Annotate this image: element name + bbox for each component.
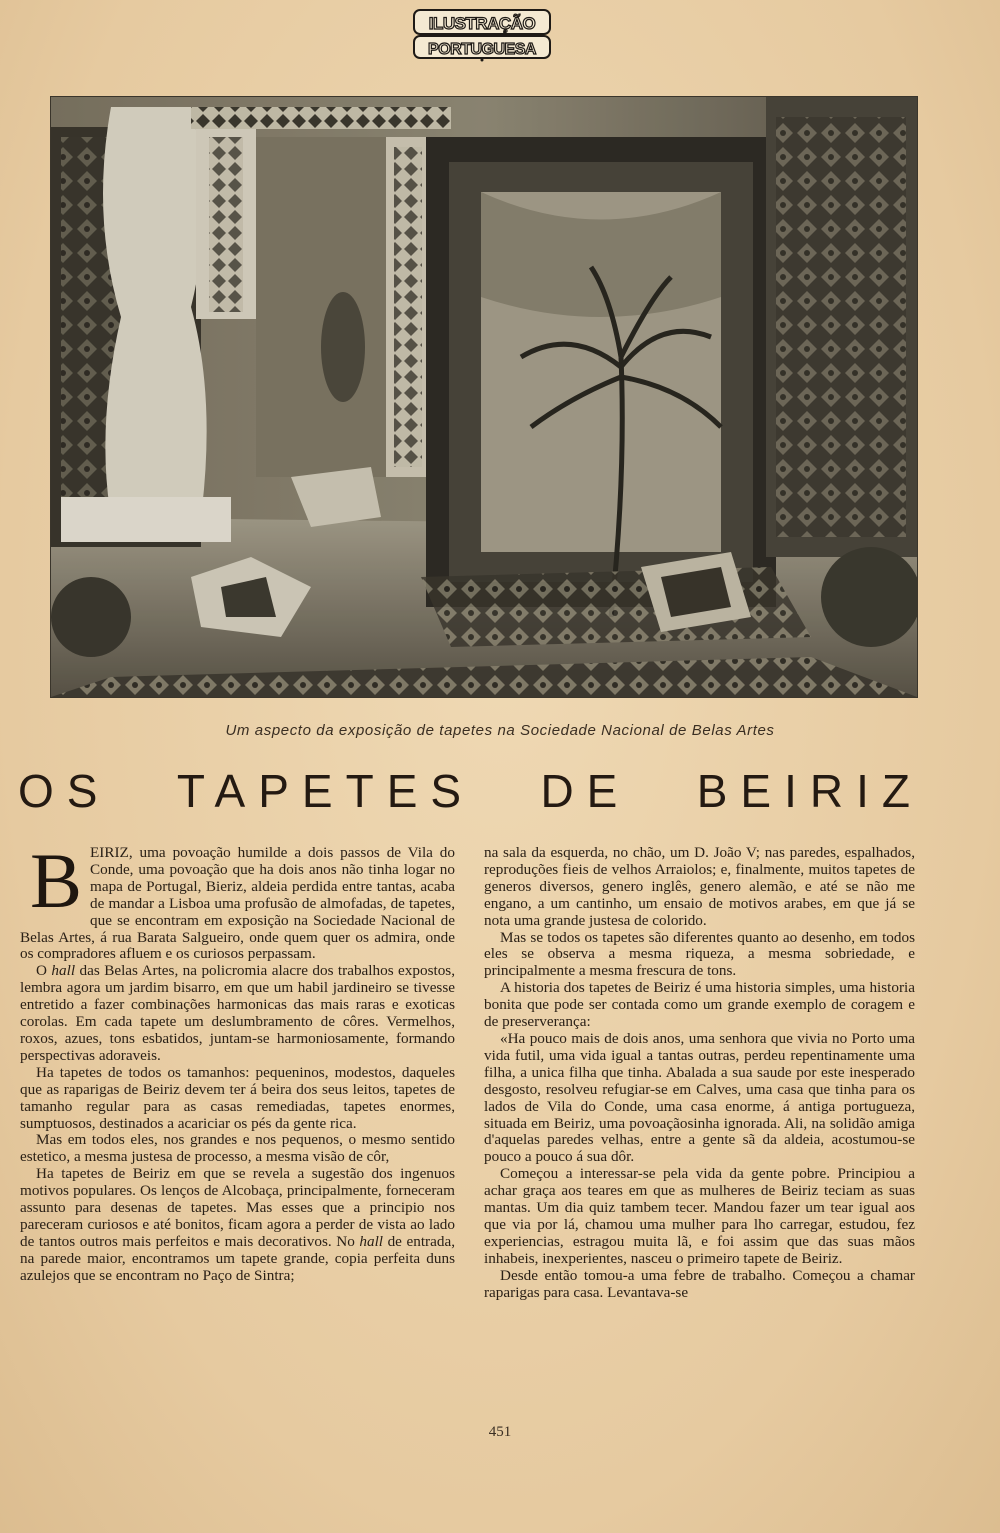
paragraph — [20, 963, 455, 1064]
article-column-left — [20, 837, 456, 1285]
masthead-logo-icon — [412, 8, 552, 62]
paragraph — [20, 837, 455, 963]
photograph-icon — [51, 97, 917, 697]
page-number: 451 — [488, 1424, 512, 1440]
paragraph-text: Ha tapetes de Beiriz em que se revela a sugestão dos ingenuos motivos populares. Os lenços de Alcobaça, principalmente, forneceram assunto para desenas de tapetes. Mas esses que a principio nos pareceram curiosos e até bonitos, ficam agora a perder de vista ao lado de tantos outros mais perfeitos e mais decorativos. No — [20, 1165, 455, 1250]
drop-cap: B — [30, 837, 83, 924]
masthead-line1: ILUSTRAÇÃO — [428, 14, 536, 33]
paragraph: Ha tapetes de todos os tamanhos: pequeninos, modestos, daqueles que as raparigas de Beiriz devem ter á beira dos seus leitos, tapetes de tamanho regular para as casas remediadas, tapetes enormes, sumptuosos, destinados a acariciar os pés da gente rica. — [20, 1063, 455, 1132]
masthead-logo — [412, 8, 552, 62]
title-word: DE — [540, 765, 631, 817]
article-title — [18, 764, 923, 818]
paragraph: na sala da esquerda, no chão, um D. João V; nas paredes, espalhados, reproduções fieis de velhos Arraiolos; e, finalmente, muitos tapetes de generos diversos, genero inglês, genero alemão, e até se não me engano, a um cantinho, um ensaio de motivos arabes, em que já se nota uma grande justesa de colorido. — [484, 844, 915, 929]
exhibition-photograph — [50, 96, 918, 698]
italic-word: hall — [359, 1232, 384, 1250]
title-word: BEIRIZ — [696, 765, 923, 817]
title-word: OS — [18, 765, 111, 817]
paragraph: «Ha pouco mais de dois anos, uma senhora que vivia no Porto uma vida futil, uma vida igual a tantas outras, perdeu repentinamente uma filha, a unica filha que tinha. Abalada a sua saude por este inesperado desgosto, resolveu refugiar-se em Calves, uma casa que tinha para os lados de Vila do Conde, uma casa enorme, á antiga portugueza, situada em Beiriz, uma povoaçãosinha ignorada. Ali, na solidão amiga d'aquelas paredes velhas, entre a gente sã da aldeia, acostumou-se pouco a pouco á sua dôr. — [484, 1029, 915, 1166]
paragraph — [20, 1166, 455, 1284]
photo-caption: Um aspecto da exposição de tapetes na Sociedade Nacional de Belas Artes — [225, 722, 775, 739]
italic-word: hall — [51, 962, 76, 980]
paragraph-text: EIRIZ, uma povoação humilde a dois passos de Vila do Conde, uma povoação que ha dois anos não tinha logar no mapa de Portugal, Bieriz, aldeia perdida entre tantas, acaba de mandar a Lisboa uma profusão de almofadas, de tapetes, que se encontram em exposição na Sociedade Nacional de Belas Artes, á rua Barata Salgueiro, onde quem quer os admira, onde os compradores afluem e os curiosos perpassam. — [20, 844, 455, 963]
paragraph: Mas em todos eles, nos grandes e nos pequenos, o mesmo sentido estetico, a mesma justesa de processo, a mesma visão de côr, — [20, 1131, 455, 1166]
paragraph: Mas se todos os tapetes são diferentes quanto ao desenho, em todos eles se observa a mesma riqueza, a mesma sobriedade, e principalmente a mesma frescura de tons. — [484, 928, 915, 980]
paragraph-text: de entrada, na parede maior, encontramos um tapete grande, copia perfeita duns azulejos que se encontram no Paço de Sintra; — [20, 1232, 455, 1284]
paragraph: Começou a interessar-se pela vida da gente pobre. Principiou a achar graça aos teares em que as mulheres de Beiriz teciam as suas mantas. Um dia quiz tambem tecer. Mandou fazer um tear igual aos que via por lá, chamou uma mulher para lho carregar, estudou, fez experiencias, estragou muita lã, e foi assim que das suas mãos inhabeis, inexperientes, nasceu o primeiro tapete de Beiriz. — [484, 1165, 915, 1267]
paragraph: Desde então tomou-a uma febre de trabalho. Começou a chamar raparigas para casa. Levantava-se — [484, 1266, 915, 1301]
masthead-line2: PORTUGUESA — [428, 41, 536, 58]
paragraph: A historia dos tapetes de Beiriz é uma historia simples, uma historia bonita que pode ser contada como um grande exemplo de coragem e de preserverança: — [484, 979, 915, 1031]
title-word: TAPETES — [176, 765, 475, 817]
paragraph-text: das Belas Artes, na policromia alacre dos trabalhos expostos, lembra agora um jardim bisarro, em que um habil jardineiro se tivesse entretido a fazer combinações harmonicas das mais raras e exoticas corolas. Em cada tapete um deslumbramento de côres. Vermelhos, roxos, azues, tons esbatidos, juntam-se harmoniosamente, formando perspectivas adoraveis. — [20, 962, 456, 1064]
paragraph-text: O — [36, 962, 52, 980]
article-column-right — [484, 845, 915, 1301]
